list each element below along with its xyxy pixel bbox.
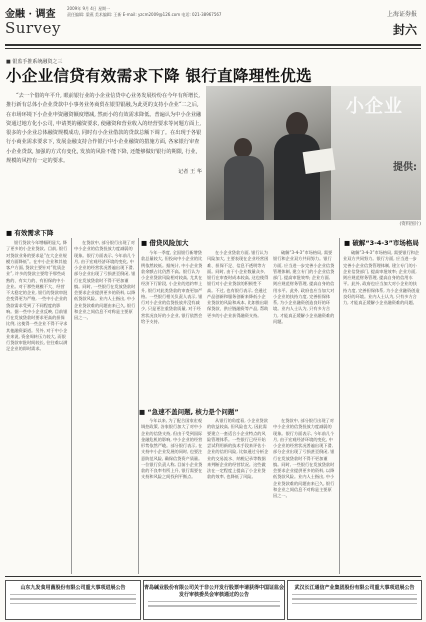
ad-text-line <box>10 598 136 599</box>
editor-contact: 责任编辑: 梁燕 美术编辑: 王新 E-mail: yzcm2009@126.com 电话: 021-38967567 <box>67 12 222 17</box>
photo-sign: 小企业 <box>346 96 403 117</box>
kicker: ■ 银监手推系统融资之三 <box>6 59 63 65</box>
masthead <box>5 3 421 43</box>
article-column-6 <box>343 250 421 574</box>
ad-text-line <box>148 605 280 606</box>
page-headline: 小企业信贷有效需求下降 银行直降理性优选 <box>6 67 312 85</box>
ad-text-line <box>292 603 417 604</box>
ad-title: 青岛碱业股份有限公司关于非公开发行股票申请获得中国证监会发行审核委员会审核通过的公告 <box>144 585 285 598</box>
masthead-rule-thin <box>5 48 421 49</box>
ad-title: 山东九发食用菌股份有限公司重大事项进展公告 <box>20 585 126 591</box>
column-text: 在小企业贷款方面, 银行认为风险加大, 主要表现在企业经营困难、担保不足、信息不透明等方面。同时, 由于小企业数量众多, 银行在审查时成本较高, 这也使得银行对小企业贷款的积极性不高。不过, 也有银行表示, 会通过产品创新和服务创新来降低小企业贷款的风险和成本, 比如推出联保贷款、供应链融资等产品, 帮助更多的小企业获得融资支持。 <box>207 250 269 318</box>
column-text: 破解“3-4-3”市场格局, 需要银行和企业双方共同努力。银行方面, 应当进一步完善小企业信贷管理体制, 建立专门的小企业信贷部门, 提高审批效率; 企业方面, 则应规范财务管理, 提高自身的信用水平。此外, 政府也应当加大对小企业的扶持力度, 完善担保体系, 为小企业融资创造良好的环境。业内人士认为, 只有多方合力, 才能真正缓解小企业融资难的问题。 <box>273 250 335 324</box>
subhead-risk: ■ 借贷风险加大 <box>141 239 189 247</box>
column-text: 在贷款中, 部分银行出现了对中小企业的信贷投放力度减弱的现象。银行方面表示, 今年前几个月, 由于宏观经济环境的变化, 中小企业的经营状况普遍出现下滑, 部分企业出现了亏损甚至倒闭, 银行在发放贷款时不得不更加谨慎。同时, 一些银行在发放贷款时会要求企业提供更多的资料, 以降低贷款风险。业内人士指出, 中小企业贷款难的问题由来已久, 银行和企业之间信息不对称是主要原因之一。 <box>273 418 335 498</box>
ad-text-line <box>10 594 136 595</box>
issue-info <box>67 6 221 18</box>
subhead-mid: ■ “急速不盖问题, 核力是个问题” <box>139 408 239 416</box>
article-column-8 <box>207 418 269 574</box>
lede-text: “去一个借的年平升, 眼前银行业的小企业信贷中心业务发展纷纷在今年有所增长, 推行新有总体小企业贷款中小事务业务商贸在银里银融,为此更的支持小企业“二之后, 在市场环境下小企业申资融资额度增减, 然而小的有效需求降低。普遍认为中小企业融资通过地方化小公司, 申请类的融资要求, 使融资和营业收入的经营要求等问题方面上, 很多的小企业总体融资规模成功, 同时有小企业借款的贷款总额下调了。在出现于各银行小商业需求要求下, 发展金融支持合作银行中小企业融资的措施方面, 各家银行审查小企业贷款, 加强的方式有变化, 发放的风险不能下降, 还能够做好银行的期限, 行业, 规模的风控有一定的要求。 <box>6 93 202 165</box>
ad-text-line <box>292 598 417 599</box>
page-label: 封六 <box>392 23 417 37</box>
newspaper-name: 上海证券报 <box>386 11 417 18</box>
column-text: 银行贷款今年增幅明显大, 降了更多的小企业贷款。目前, 银行对贷款业务的要求是“在大企业规模方面降低”。在中小企业和其他客户方面, 贷款主要针对“优质企业”, 许多的贷款主要给予那些成熟的、有实力的、有担保的中小企业。对于那些规模不大、经营不太稳定的企业, 银行的贷款审批会变得更为严格, 一些中小企业的贷款需求受到了不同程度的影响。据一些中小企业反映, 目前银行在发放贷款时要求更高的担保比例, 这使得一些企业不得不寻求其他融资渠道。另外, 对于中小企业来说, 资金周转压力较大, 而银行贷款审批时间较长, 往往难以满足企业的即时需求。 <box>6 240 68 352</box>
article-column-2 <box>74 240 136 570</box>
ad-title: 武汉长江通信产业集团股份有限公司重大事项进展公告 <box>294 585 415 591</box>
ads-rule <box>5 576 421 577</box>
photo-person <box>224 156 264 220</box>
column-divider <box>138 238 139 574</box>
photo-person-head <box>234 138 252 158</box>
masthead-rule <box>5 44 421 46</box>
column-text: 今年一季度, 全国银行新增贷款总量较大, 但投向中小企业的比例依然较低。据统计, 中小企业贷款余额占比仍然不高。银行认为小企业贷款风险相对较高, 尤其在经济下行阶段, 小企业的违约率上升, 银行对此类贷款的审查更加严格。一些银行相关负责人表示, 银行对小企业的信贷投放并没有减少, 只是更注重贷款质量, 对于经营状况良好的小企业, 银行依然会给予支持。 <box>141 250 203 324</box>
photo-caption: (资料图片) <box>399 222 421 227</box>
ad-announcement <box>287 580 422 620</box>
ad-announcement <box>143 580 285 620</box>
subhead-trend: ■ 破解“3-4-3”市场格局 <box>344 239 419 247</box>
article-column-5 <box>273 250 335 400</box>
photo-document <box>303 148 336 174</box>
section-english-title: Survey <box>5 19 61 37</box>
lede-paragraph <box>6 92 202 178</box>
article-column-3 <box>141 250 203 400</box>
photo-side-text: 提供: <box>393 162 417 173</box>
column-divider <box>339 238 340 574</box>
column-divider <box>71 238 72 574</box>
column-text: 在贷款中, 部分银行出现了对中小企业的信贷投放力度减弱的现象。银行方面表示, 今年前几个月, 由于宏观经济环境的变化, 中小企业的经营状况普遍出现下滑, 部分企业出现了亏损甚至倒闭, 银行在发放贷款时不得不更加谨慎。同时, 一些银行在发放贷款时会要求企业提供更多的资料, 以降低贷款风险。业内人士指出, 中小企业贷款难的问题由来已久, 银行和企业之间信息不对称是主要原因之一。 <box>74 240 136 320</box>
article-column-9 <box>273 418 335 574</box>
news-photo <box>206 86 421 220</box>
photo-person <box>274 134 320 220</box>
subhead-demand: ■ 有效需求下降 <box>6 229 54 237</box>
article-column-1 <box>6 240 68 570</box>
section-title: 金融 · 调查 <box>5 9 56 20</box>
ad-text-line <box>148 601 280 602</box>
lede-author: 记者 王 华 <box>177 169 202 176</box>
issue-date: 2009年 9月 4日 星期一 <box>67 6 111 11</box>
column-text: 破解“3-4-3”市场格局, 需要银行和企业双方共同努力。银行方面, 应当进一步完善小企业信贷管理体制, 建立专门的小企业信贷部门, 提高审批效率; 企业方面, 则应规范财务管理, 提高自身的信用水平。此外, 政府也应当加大对小企业的扶持力度, 完善担保体系, 为小企业融资创造良好的环境。业内人士认为, 只有多方合力, 才能真正缓解小企业融资难的问题。 <box>343 250 420 305</box>
column-text: 从银行的角度看, 小企业贷款的收益较高, 但风险也大, 因此需要建立一套适合小企业特点的风险管理体系。一些银行已经开始尝试利用新的技术手段来评估小企业的信用风险, 比如通过分析企业的交易流水、纳税记录等数据来判断企业的经营状况。这些做法在一定程度上提高了小企业贷款的效率, 也降低了风险。 <box>207 418 269 480</box>
article-column-4 <box>207 250 269 400</box>
ad-announcement <box>5 580 141 620</box>
article-column-7 <box>141 418 203 574</box>
ad-text-line <box>292 594 417 595</box>
ad-text-line <box>10 603 136 604</box>
announcement-ads <box>5 580 421 618</box>
column-text: 今年以来, 为了配合国家宏观调控政策, 各家银行加大了对中小企业的信贷支持, 但由于受到国际金融危机的影响, 中小企业的经营形势依然严峻。部分银行表示, 在支持中小企业发展的同时, 也要注意防范风险, 确保信贷资产质量。一位银行负责人称, 目前小企业贷款的不良率有所上升, 银行需要在支持和风险之间找到平衡点。 <box>141 418 203 480</box>
